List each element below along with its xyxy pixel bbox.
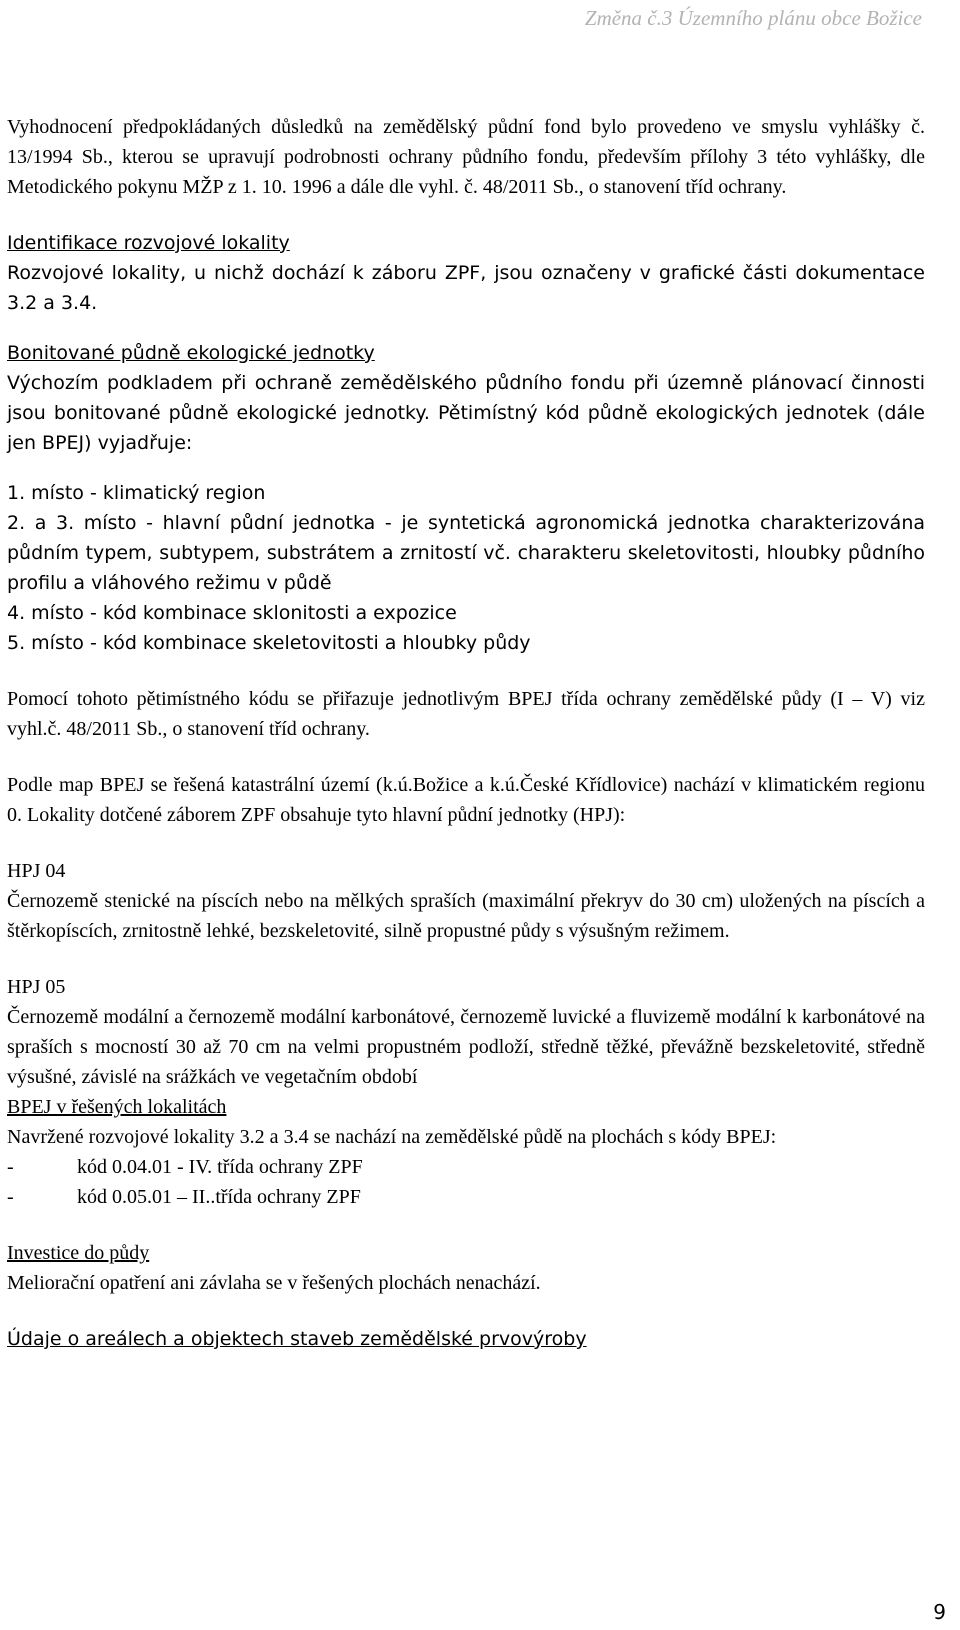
bpej-heading: Bonitované půdně ekologické jednotky	[7, 342, 375, 364]
page-number: 9	[933, 1600, 946, 1624]
intro-paragraph: Vyhodnocení předpokládaných důsledků na zemědělský půdní fond bylo provedeno ve smyslu vyhlášky č. 13/1994 Sb., kterou se upravují podrobnosti ochrany půdního fondu, především přílohy 3 této vyhlášky, dle Metodického pokynu MŽP z 1. 10. 1996 a dále dle vyhl. č. 48/2011 Sb., o stanovení tříd ochrany.	[7, 116, 925, 198]
running-header: Změna č.3 Územního plánu obce Božice	[584, 6, 922, 30]
document-body	[7, 112, 925, 1354]
bpej-text: Výchozím podkladem při ochraně zemědělského půdního fondu při územně plánovací činnosti jsou bonitované půdně ekologické jednotky. Pětimístný kód půdně ekologických jednotek (dále jen BPEJ) vyjadřuje:	[7, 372, 925, 454]
identification-heading: Identifikace rozvojové lokality	[7, 232, 290, 254]
bpej-site-item	[7, 1152, 925, 1182]
climatic-region-text: Podle map BPEJ se řešená katastrální území (k.ú.Božice a k.ú.České Křídlovice) nachází v klimatickém regionu 0. Lokality dotčené záborem ZPF obsahuje tyto hlavní půdní jednotky (HPJ):	[7, 774, 925, 826]
bpej-sites-heading: BPEJ v řešených lokalitách	[7, 1096, 227, 1118]
hpj-04-code: HPJ 04	[7, 860, 66, 882]
investment-text: Meliorační opatření ani závlaha se v řešených plochách nenachází.	[7, 1272, 541, 1294]
code-item-3: 4. místo - kód kombinace sklonitosti a expozice	[7, 602, 457, 624]
hpj-05-code: HPJ 05	[7, 976, 66, 998]
bpej-site-item	[7, 1182, 925, 1212]
code-item-1: 1. místo - klimatický region	[7, 482, 266, 504]
hpj-05-description: Černozemě modální a černozemě modální karbonátové, černozemě luvické a fluvizemě modální k karbonátové na spraších s mocností 30 až 70 cm na velmi propustném podloží, středně těžké, převážně bezskeletovité, středně výsušné, závislé na srážkách ve vegetačním období	[7, 1006, 925, 1088]
protection-class-text: Pomocí tohoto pětimístného kódu se přiřazuje jednotlivým BPEJ třída ochrany zemědělské půdy (I – V) viz vyhl.č. 48/2011 Sb., o stanovení tříd ochrany.	[7, 688, 925, 740]
bpej-site-item-text: kód 0.05.01 – II..třída ochrany ZPF	[77, 1186, 361, 1208]
hpj-04-description: Černozemě stenické na píscích nebo na mělkých spraších (maximální překryv do 30 cm) uložených na píscích a štěrkopíscích, zrnitostně lehké, bezskeletovité, silně propustné půdy s výsušným režimem.	[7, 890, 925, 942]
bullet-dash: -	[7, 1156, 14, 1178]
bpej-code-list	[7, 478, 925, 658]
bpej-site-item-text: kód 0.04.01 - IV. třída ochrany ZPF	[77, 1156, 363, 1178]
identification-text: Rozvojové lokality, u nichž dochází k záboru ZPF, jsou označeny v grafické části dokumentace 3.2 a 3.4.	[7, 262, 925, 314]
bullet-dash: -	[7, 1186, 14, 1208]
code-item-2: 2. a 3. místo - hlavní půdní jednotka - je syntetická agronomická jednotka charakterizována půdním typem, subtypem, substrátem a zrnitostí vč. charakteru skeletovitosti, hloubky půdního profilu a vláhového režimu v půdě	[7, 512, 925, 594]
farm-buildings-heading: Údaje o areálech a objektech staveb zemědělské prvovýroby	[7, 1328, 587, 1350]
bpej-sites-text: Navržené rozvojové lokality 3.2 a 3.4 se nachází na zemědělské půdě na plochách s kódy BPEJ:	[7, 1126, 777, 1148]
code-item-4: 5. místo - kód kombinace skeletovitosti a hloubky půdy	[7, 632, 531, 654]
investment-heading: Investice do půdy	[7, 1242, 150, 1264]
